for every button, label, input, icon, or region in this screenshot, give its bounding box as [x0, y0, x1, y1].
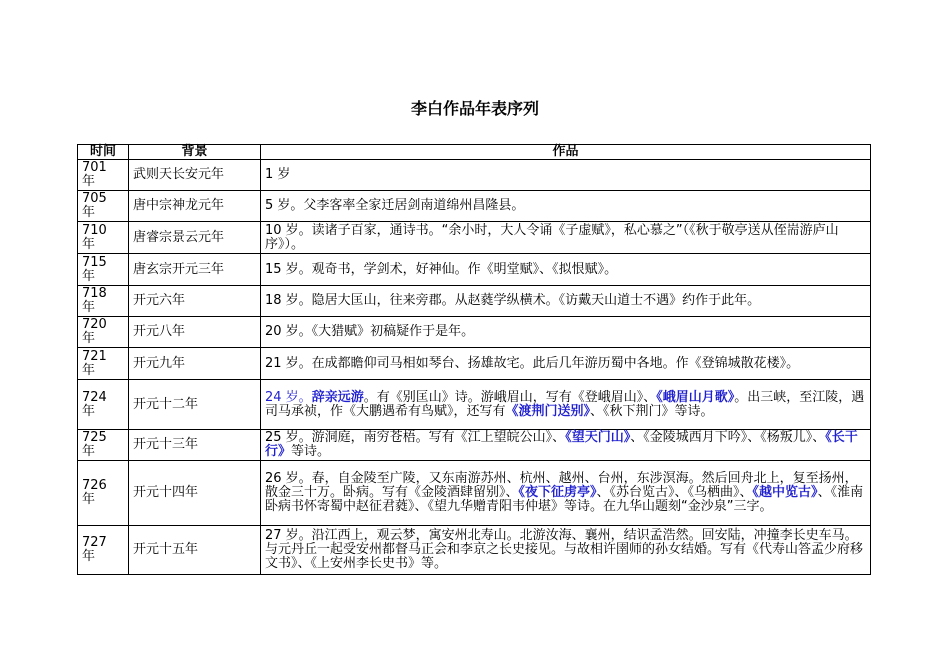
year-cell: 718 年	[78, 286, 129, 317]
highlighted-work-text: 《峨眉山月歌》	[656, 389, 735, 405]
works-cell	[261, 348, 871, 380]
highlighted-work-text: 辞亲远游	[311, 389, 364, 405]
year-cell: 725 年	[78, 430, 129, 461]
works-cell	[261, 222, 871, 254]
table-row	[78, 222, 871, 254]
year-cell: 721 年	[78, 348, 129, 380]
works-cell	[261, 160, 871, 191]
background-cell: 开元十二年	[129, 380, 261, 430]
table-row	[78, 191, 871, 222]
work-text: 、《苏台览古》、《乌栖曲》、	[596, 485, 753, 500]
background-cell: 开元十三年	[129, 430, 261, 461]
highlighted-work-text: 《渡荆门送别》	[505, 403, 591, 419]
year-cell: 701 年	[78, 160, 129, 191]
highlighted-work-text: 《望天门山》	[565, 430, 631, 445]
table-row	[78, 430, 871, 461]
table-row	[78, 526, 871, 575]
table-row	[78, 461, 871, 526]
works-cell	[261, 191, 871, 222]
table-row	[78, 160, 871, 191]
year-cell: 715 年	[78, 254, 129, 286]
year-cell: 705 年	[78, 191, 129, 222]
works-cell	[261, 317, 871, 348]
work-text: 15 岁。观奇书，学剑术，好神仙。作《明堂赋》、《拟恨赋》。	[265, 261, 618, 277]
background-cell: 武则天长安元年	[129, 160, 261, 191]
background-cell: 开元九年	[129, 348, 261, 380]
work-text: 、《金陵城西月下吟》、《杨叛儿》、	[630, 430, 826, 445]
background-cell: 唐中宗神龙元年	[129, 191, 261, 222]
background-cell: 开元十五年	[129, 526, 261, 575]
work-text: 21 岁。在成都瞻仰司马相如琴台、扬雄故宅。此后几年游历蜀中各地。作《登锦城散花楼》。	[265, 355, 800, 371]
works-cell	[261, 286, 871, 317]
table-body	[78, 160, 871, 575]
work-text: 26 岁。春，自金陵至广陵，又东南游苏州、杭州、越州、台州，东涉溟海。然后回舟北上，复至扬州，散金三十万。卧病。写有《金陵酒肆留别》、	[265, 471, 858, 500]
year-cell: 726 年	[78, 461, 129, 526]
table-row	[78, 286, 871, 317]
work-text: 27 岁。沿江西上，观云梦，寓安州北寿山。北游汝海、襄州，结识孟浩然。回安陆，冲撞李长史车马。与元丹丘一起受安州都督马正会和李京之长史接见。与故相许圉师的孙女结婚。写有《代寿山答孟少府移文书》、《上安州李长史书》等。	[265, 528, 864, 571]
work-text: 。出三峡，至江陵，遇司马承祯，作《大鹏遇希有鸟赋》，还写有	[265, 389, 865, 419]
work-text: 、《淮南卧病书怀寄蜀中赵征君蕤》、《望九华赠青阳韦仲堪》等诗。在九华山题刻“金沙泉”三字。	[265, 485, 864, 514]
chronology-table	[77, 144, 871, 575]
work-text: 。有《别匡山》诗。游峨眉山，写有《登峨眉山》、	[363, 389, 657, 405]
background-cell: 唐睿宗景云元年	[129, 222, 261, 254]
highlighted-work-text: 《越中览古》	[752, 485, 818, 500]
header-works: 作品	[261, 145, 871, 160]
background-cell: 开元八年	[129, 317, 261, 348]
works-cell	[261, 526, 871, 575]
work-text: 等诗。	[291, 444, 331, 459]
table-row	[78, 380, 871, 430]
year-cell: 724 年	[78, 380, 129, 430]
works-cell	[261, 254, 871, 286]
works-cell	[261, 380, 871, 430]
work-text: 1 岁	[265, 167, 291, 182]
works-cell	[261, 461, 871, 526]
background-cell: 唐玄宗开元三年	[129, 254, 261, 286]
page-title: 李白作品年表序列	[410, 99, 539, 118]
header-time: 时间	[78, 145, 129, 160]
works-cell	[261, 430, 871, 461]
table-row	[78, 348, 871, 380]
work-text: 、《秋下荆门》等诗。	[590, 403, 714, 419]
work-text: 25 岁。游洞庭，南穷苍梧。写有《江上望皖公山》、	[265, 430, 566, 445]
year-cell: 720 年	[78, 317, 129, 348]
table-row	[78, 254, 871, 286]
work-text: 5 岁。父李客率全家迁居剑南道绵州昌隆县。	[265, 198, 525, 213]
header-background: 背景	[129, 145, 261, 160]
highlighted-work-text: 24 岁。	[265, 389, 312, 405]
work-text: 20 岁。《大猎赋》初稿疑作于是年。	[265, 324, 475, 339]
year-cell: 727 年	[78, 526, 129, 575]
table-header-row	[78, 145, 871, 160]
background-cell: 开元十四年	[129, 461, 261, 526]
work-text: 10 岁。读诸子百家，通诗书。“余小时，大人令诵《子虚赋》，私心慕之”（《秋于敬亭送从侄耑游庐山序》）。	[265, 222, 839, 252]
background-cell: 开元六年	[129, 286, 261, 317]
highlighted-work-text: 《长干行》	[265, 430, 858, 459]
highlighted-work-text: 《夜下征虏亭》	[518, 485, 597, 500]
table-row	[78, 317, 871, 348]
year-cell: 710 年	[78, 222, 129, 254]
work-text: 18 岁。隐居大匡山，往来旁郡。从赵蕤学纵横术。《访戴天山道士不遇》约作于此年。	[265, 293, 761, 308]
